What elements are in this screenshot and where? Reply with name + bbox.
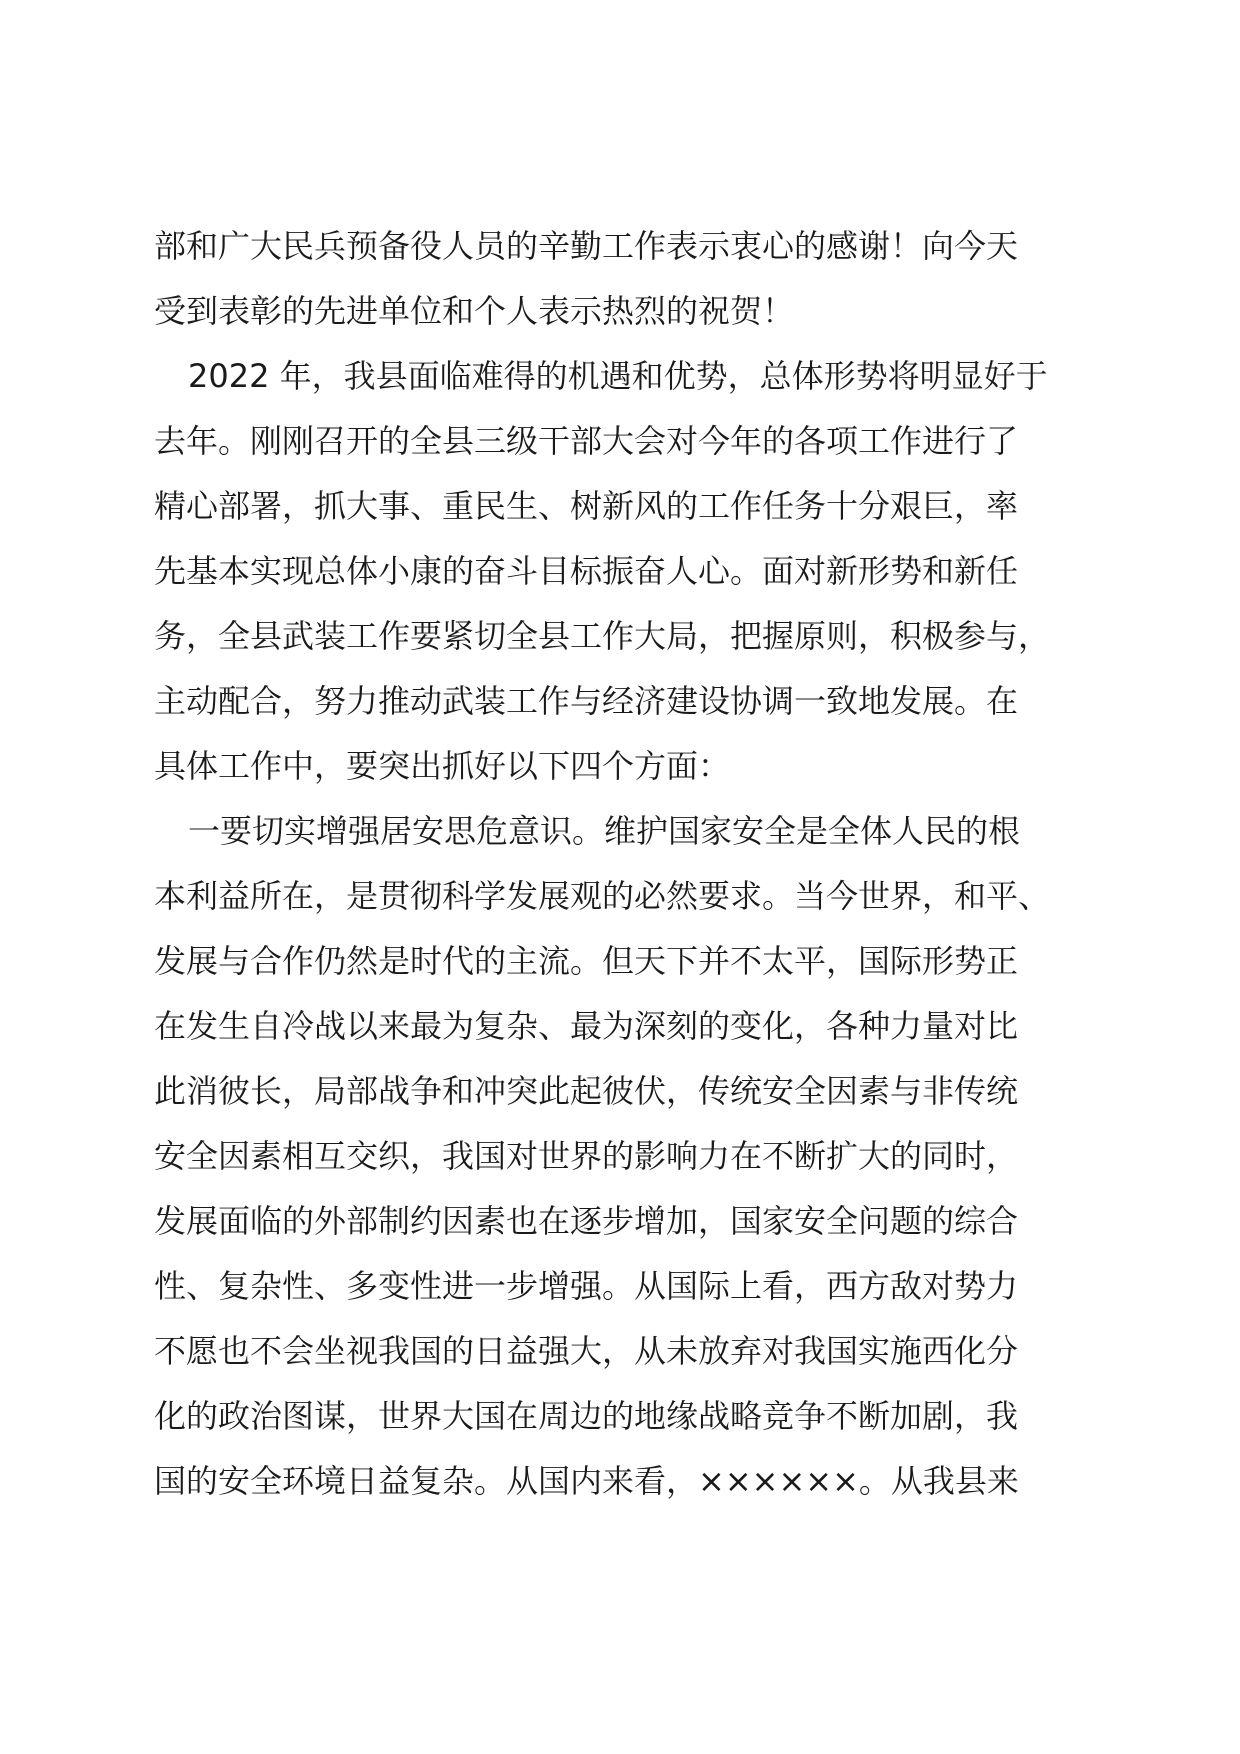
text-line: 具体工作中，要突出抓好以下四个方面： xyxy=(154,747,731,785)
text-line: 主动配合，努力推动武装工作与经济建设协调一致地发展。在 xyxy=(154,682,1019,720)
text-line: 本利益所在，是贯彻科学发展观的必然要求。当今世界，和平、 xyxy=(154,877,1051,915)
text-line: 化的政治图谋，世界大国在周边的地缘战略竞争不断加剧，我 xyxy=(154,1397,1019,1435)
text-line: 在发生自冷战以来最为复杂、最为深刻的变化，各种力量对比 xyxy=(154,1007,1019,1045)
paragraph-start-line: 一要切实增强居安思危意识。维护国家安全是全体人民的根 xyxy=(188,812,1021,850)
text-line: 性、复杂性、多变性进一步增强。从国际上看，西方敌对势力 xyxy=(154,1267,1019,1305)
text-line: 去年。刚刚召开的全县三级干部大会对今年的各项工作进行了 xyxy=(154,422,1019,460)
text-line: 国的安全环境日益复杂。从国内来看，××××××。从我县来 xyxy=(154,1462,1019,1500)
text-line: 此消彼长，局部战争和冲突此起彼伏，传统安全因素与非传统 xyxy=(154,1072,1019,1110)
text-line: 不愿也不会坐视我国的日益强大，从未放弃对我国实施西化分 xyxy=(154,1332,1019,1370)
text-line: 发展与合作仍然是时代的主流。但天下并不太平，国际形势正 xyxy=(154,942,1019,980)
text-line: 务，全县武装工作要紧切全县工作大局，把握原则，积极参与， xyxy=(154,617,1051,655)
text-line: 先基本实现总体小康的奋斗目标振奋人心。面对新形势和新任 xyxy=(154,552,1019,590)
text-line: 精心部署，抓大事、重民生、树新风的工作任务十分艰巨，率 xyxy=(154,487,1019,525)
text-line: 部和广大民兵预备役人员的辛勤工作表示衷心的感谢！向今天 xyxy=(154,227,1019,265)
text-line: 受到表彰的先进单位和个人表示热烈的祝贺！ xyxy=(154,292,795,330)
body-text xyxy=(154,214,1094,1514)
text-line: 发展面临的外部制约因素也在逐步增加，国家安全问题的综合 xyxy=(154,1202,1019,1240)
text-line: 安全因素相互交织，我国对世界的影响力在不断扩大的同时， xyxy=(154,1137,1019,1175)
paragraph-start-line: 2022 年，我县面临难得的机遇和优势，总体形势将明显好于 xyxy=(188,357,1048,395)
